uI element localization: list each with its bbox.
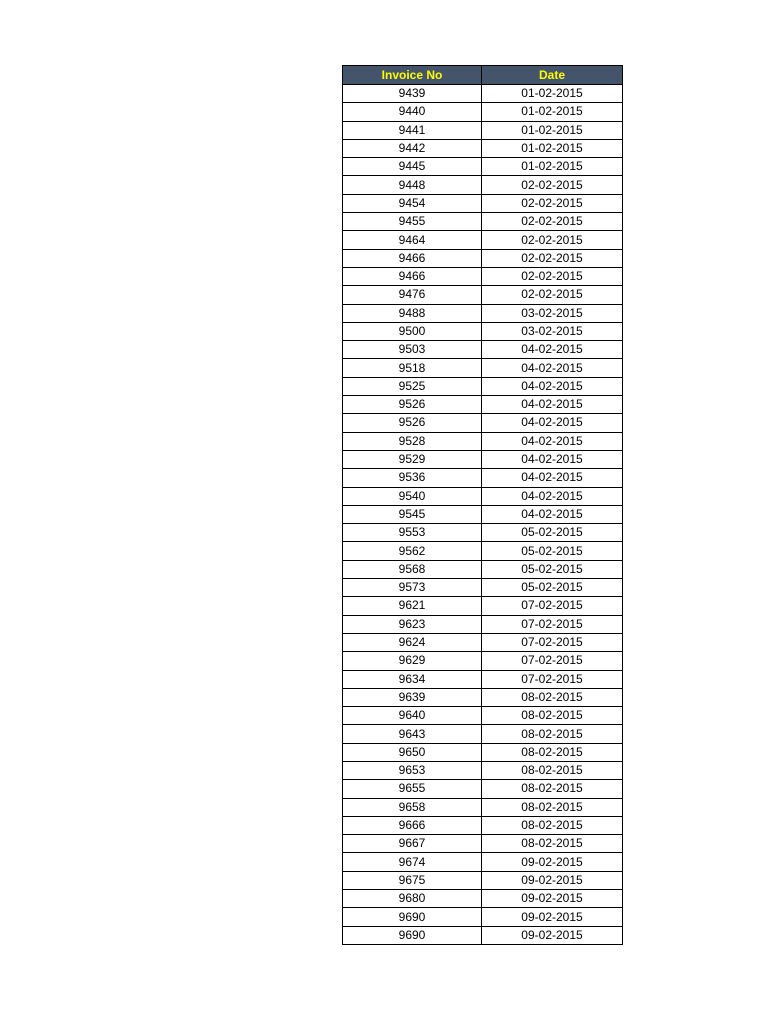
table-row — [343, 414, 623, 432]
table-row — [343, 560, 623, 578]
table-row — [343, 396, 623, 414]
table-row — [343, 615, 623, 633]
invoice-no-cell[interactable]: 9553 — [343, 524, 482, 542]
table-row — [343, 231, 623, 249]
invoice-no-cell[interactable]: 9545 — [343, 505, 482, 523]
invoice-no-cell[interactable]: 9464 — [343, 231, 482, 249]
date-cell[interactable]: 08-02-2015 — [482, 707, 623, 725]
date-cell[interactable]: 05-02-2015 — [482, 542, 623, 560]
invoice-no-cell[interactable]: 9503 — [343, 341, 482, 359]
date-cell[interactable]: 05-02-2015 — [482, 524, 623, 542]
table-row — [343, 908, 623, 926]
table-row — [343, 743, 623, 761]
invoice-no-cell[interactable]: 9562 — [343, 542, 482, 560]
table-row — [343, 725, 623, 743]
invoice-no-cell[interactable]: 9653 — [343, 761, 482, 779]
date-cell[interactable]: 03-02-2015 — [482, 304, 623, 322]
invoice-no-cell[interactable]: 9455 — [343, 213, 482, 231]
date-cell[interactable]: 01-02-2015 — [482, 121, 623, 139]
invoice-no-cell[interactable]: 9454 — [343, 194, 482, 212]
invoice-no-cell[interactable]: 9528 — [343, 432, 482, 450]
date-cell[interactable]: 01-02-2015 — [482, 158, 623, 176]
table-row — [343, 121, 623, 139]
invoice-no-cell[interactable]: 9643 — [343, 725, 482, 743]
invoice-no-cell[interactable]: 9690 — [343, 908, 482, 926]
invoice-no-cell[interactable]: 9526 — [343, 396, 482, 414]
invoice-no-cell[interactable]: 9573 — [343, 579, 482, 597]
invoice-rows — [343, 85, 623, 945]
table-row — [343, 450, 623, 468]
date-cell[interactable]: 08-02-2015 — [482, 816, 623, 834]
date-cell[interactable]: 01-02-2015 — [482, 103, 623, 121]
table-row — [343, 853, 623, 871]
date-cell[interactable]: 08-02-2015 — [482, 798, 623, 816]
date-cell[interactable]: 08-02-2015 — [482, 725, 623, 743]
table-row — [343, 652, 623, 670]
date-cell[interactable]: 04-02-2015 — [482, 341, 623, 359]
table-row — [343, 579, 623, 597]
invoice-no-cell[interactable]: 9476 — [343, 286, 482, 304]
invoice-no-cell[interactable]: 9650 — [343, 743, 482, 761]
date-cell[interactable]: 09-02-2015 — [482, 871, 623, 889]
date-cell[interactable]: 09-02-2015 — [482, 908, 623, 926]
invoice-no-cell[interactable]: 9674 — [343, 853, 482, 871]
table-row — [343, 194, 623, 212]
table-row — [343, 267, 623, 285]
invoice-no-cell[interactable]: 9500 — [343, 322, 482, 340]
invoice-no-cell[interactable]: 9623 — [343, 615, 482, 633]
table-row — [343, 249, 623, 267]
invoice-no-cell[interactable]: 9629 — [343, 652, 482, 670]
date-cell[interactable]: 02-02-2015 — [482, 176, 623, 194]
invoice-sheet — [342, 65, 622, 945]
invoice-no-cell[interactable]: 9525 — [343, 377, 482, 395]
table-row — [343, 286, 623, 304]
date-cell[interactable]: 04-02-2015 — [482, 377, 623, 395]
table-row — [343, 926, 623, 944]
table-row — [343, 359, 623, 377]
date-cell[interactable]: 07-02-2015 — [482, 633, 623, 651]
date-cell[interactable]: 09-02-2015 — [482, 853, 623, 871]
date-cell[interactable]: 07-02-2015 — [482, 597, 623, 615]
date-cell[interactable]: 04-02-2015 — [482, 432, 623, 450]
date-cell[interactable]: 04-02-2015 — [482, 396, 623, 414]
invoice-no-cell[interactable]: 9675 — [343, 871, 482, 889]
invoice-no-cell[interactable]: 9466 — [343, 267, 482, 285]
invoice-no-cell[interactable]: 9439 — [343, 85, 482, 103]
date-cell[interactable]: 02-02-2015 — [482, 286, 623, 304]
invoice-no-cell[interactable]: 9690 — [343, 926, 482, 944]
invoice-no-cell[interactable]: 9445 — [343, 158, 482, 176]
date-cell[interactable]: 09-02-2015 — [482, 926, 623, 944]
table-row — [343, 688, 623, 706]
date-cell[interactable]: 01-02-2015 — [482, 85, 623, 103]
table-row — [343, 780, 623, 798]
date-cell[interactable]: 07-02-2015 — [482, 615, 623, 633]
table-row — [343, 670, 623, 688]
date-cell[interactable]: 01-02-2015 — [482, 139, 623, 157]
table-row — [343, 304, 623, 322]
table-row — [343, 158, 623, 176]
table-row — [343, 85, 623, 103]
invoice-no-cell[interactable]: 9680 — [343, 890, 482, 908]
date-cell[interactable]: 03-02-2015 — [482, 322, 623, 340]
date-cell[interactable]: 02-02-2015 — [482, 213, 623, 231]
date-cell[interactable]: 02-02-2015 — [482, 194, 623, 212]
date-cell[interactable]: 07-02-2015 — [482, 652, 623, 670]
table-row — [343, 633, 623, 651]
table-row — [343, 816, 623, 834]
table-row — [343, 871, 623, 889]
table-row — [343, 139, 623, 157]
invoice-no-cell[interactable]: 9624 — [343, 633, 482, 651]
date-cell[interactable]: 07-02-2015 — [482, 670, 623, 688]
invoice-no-cell[interactable]: 9634 — [343, 670, 482, 688]
invoice-no-cell[interactable]: 9621 — [343, 597, 482, 615]
table-row — [343, 487, 623, 505]
table-row — [343, 707, 623, 725]
table-row — [343, 761, 623, 779]
header-row — [343, 66, 623, 85]
date-cell[interactable]: 04-02-2015 — [482, 505, 623, 523]
table-row — [343, 524, 623, 542]
date-cell[interactable]: 08-02-2015 — [482, 743, 623, 761]
invoice-no-cell[interactable]: 9518 — [343, 359, 482, 377]
invoice-no-cell[interactable]: 9639 — [343, 688, 482, 706]
date-cell[interactable]: 05-02-2015 — [482, 579, 623, 597]
invoice-no-cell[interactable]: 9466 — [343, 249, 482, 267]
invoice-no-cell[interactable]: 9655 — [343, 780, 482, 798]
table-row — [343, 103, 623, 121]
table-row — [343, 322, 623, 340]
invoice-no-cell[interactable]: 9568 — [343, 560, 482, 578]
date-cell[interactable]: 02-02-2015 — [482, 249, 623, 267]
invoice-no-cell[interactable]: 9536 — [343, 469, 482, 487]
date-cell[interactable]: 08-02-2015 — [482, 761, 623, 779]
invoice-no-cell[interactable]: 9488 — [343, 304, 482, 322]
table-row — [343, 377, 623, 395]
invoice-no-cell[interactable]: 9448 — [343, 176, 482, 194]
table-row — [343, 835, 623, 853]
date-cell[interactable]: 02-02-2015 — [482, 267, 623, 285]
invoice-no-cell[interactable]: 9440 — [343, 103, 482, 121]
date-cell[interactable]: 08-02-2015 — [482, 780, 623, 798]
table-row — [343, 176, 623, 194]
table-row — [343, 798, 623, 816]
date-cell[interactable]: 04-02-2015 — [482, 414, 623, 432]
date-cell[interactable]: 04-02-2015 — [482, 487, 623, 505]
invoice-no-cell[interactable]: 9526 — [343, 414, 482, 432]
date-cell[interactable]: 05-02-2015 — [482, 560, 623, 578]
invoice-no-cell[interactable]: 9658 — [343, 798, 482, 816]
date-cell[interactable]: 04-02-2015 — [482, 359, 623, 377]
invoice-no-cell[interactable]: 9442 — [343, 139, 482, 157]
table-row — [343, 890, 623, 908]
table-row — [343, 432, 623, 450]
invoice-no-cell[interactable]: 9441 — [343, 121, 482, 139]
table-row — [343, 597, 623, 615]
table-row — [343, 341, 623, 359]
table-row — [343, 542, 623, 560]
invoice-no-cell[interactable]: 9540 — [343, 487, 482, 505]
invoice-no-cell[interactable]: 9666 — [343, 816, 482, 834]
table-row — [343, 469, 623, 487]
date-cell[interactable]: 09-02-2015 — [482, 890, 623, 908]
invoice-no-cell[interactable]: 9667 — [343, 835, 482, 853]
invoice-table — [342, 65, 623, 945]
date-cell[interactable]: 08-02-2015 — [482, 835, 623, 853]
date-cell[interactable]: 08-02-2015 — [482, 688, 623, 706]
invoice-no-cell[interactable]: 9529 — [343, 450, 482, 468]
table-row — [343, 505, 623, 523]
header-invoice-no[interactable]: Invoice No — [343, 66, 482, 85]
date-cell[interactable]: 04-02-2015 — [482, 450, 623, 468]
header-date[interactable]: Date — [482, 66, 623, 85]
invoice-no-cell[interactable]: 9640 — [343, 707, 482, 725]
date-cell[interactable]: 04-02-2015 — [482, 469, 623, 487]
table-row — [343, 213, 623, 231]
date-cell[interactable]: 02-02-2015 — [482, 231, 623, 249]
